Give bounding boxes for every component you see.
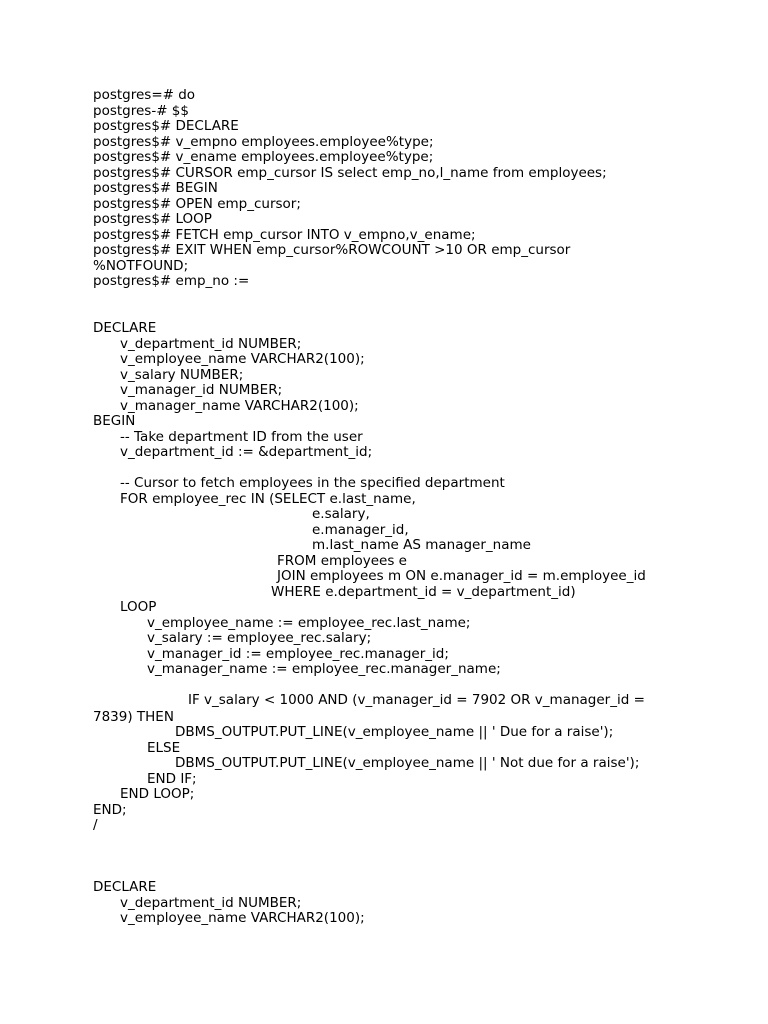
code-line: postgres=# do bbox=[93, 87, 196, 103]
code-line: %NOTFOUND; bbox=[93, 257, 189, 274]
code-line: v_salary := employee_rec.salary; bbox=[147, 630, 372, 646]
code-line: postgres$# EXIT WHEN emp_cursor%ROWCOUNT >10 OR emp_cursor bbox=[93, 242, 571, 258]
code-line: postgres$# DECLARE bbox=[93, 118, 239, 134]
code-line: postgres$# emp_no := bbox=[93, 273, 250, 289]
code-line: v_department_id NUMBER; bbox=[120, 335, 302, 352]
code-line: e.manager_id, bbox=[312, 521, 409, 538]
code-line: BEGIN bbox=[93, 413, 136, 429]
code-line: END LOOP; bbox=[120, 786, 195, 802]
code-line: JOIN employees m ON e.manager_id = m.employee_id bbox=[277, 568, 646, 584]
code-line: DECLARE bbox=[93, 879, 157, 895]
code-line: FROM employees e bbox=[277, 552, 407, 569]
code-line: DBMS_OUTPUT.PUT_LINE(v_employee_name || ' Due for a raise'); bbox=[175, 724, 614, 740]
code-line: -- Take department ID from the user bbox=[120, 428, 363, 445]
code-line: v_employee_name := employee_rec.last_name; bbox=[147, 614, 471, 631]
code-line: / bbox=[93, 817, 98, 833]
code-line: postgres$# v_empno employees.employee%type; bbox=[93, 133, 434, 150]
code-line: v_manager_id := employee_rec.manager_id; bbox=[147, 645, 449, 662]
code-line: WHERE e.department_id = v_department_id) bbox=[271, 583, 576, 600]
code-line: LOOP bbox=[120, 599, 157, 615]
code-line: v_salary NUMBER; bbox=[120, 366, 244, 383]
code-line: DECLARE bbox=[93, 320, 157, 336]
code-line: v_employee_name VARCHAR2(100); bbox=[120, 910, 365, 926]
code-line: postgres-# $$ bbox=[93, 102, 189, 119]
code-line: v_department_id NUMBER; bbox=[120, 894, 302, 911]
code-line: postgres$# BEGIN bbox=[93, 180, 218, 196]
code-line: v_manager_name VARCHAR2(100); bbox=[120, 397, 359, 414]
code-line: v_employee_name VARCHAR2(100); bbox=[120, 351, 365, 367]
code-line: v_manager_name := employee_rec.manager_name; bbox=[147, 661, 501, 677]
code-line: END IF; bbox=[147, 770, 197, 787]
code-line: IF v_salary < 1000 AND (v_manager_id = 7902 OR v_manager_id = bbox=[188, 692, 645, 708]
code-line: END; bbox=[93, 801, 127, 818]
code-line: v_department_id := &department_id; bbox=[120, 444, 373, 460]
code-line: 7839) THEN bbox=[93, 708, 174, 725]
code-line: postgres$# v_ename employees.employee%type; bbox=[93, 149, 434, 165]
code-line: FOR employee_rec IN (SELECT e.last_name, bbox=[120, 490, 416, 507]
code-line: postgres$# CURSOR emp_cursor IS select emp_no,l_name from employees; bbox=[93, 164, 607, 181]
code-line: v_manager_id NUMBER; bbox=[120, 382, 283, 398]
code-line: -- Cursor to fetch employees in the specified department bbox=[120, 475, 505, 491]
code-line: ELSE bbox=[147, 739, 181, 756]
code-line: e.salary, bbox=[312, 506, 370, 522]
code-line: postgres$# OPEN emp_cursor; bbox=[93, 195, 301, 212]
code-line: DBMS_OUTPUT.PUT_LINE(v_employee_name || ' Not due for a raise'); bbox=[175, 755, 640, 771]
code-line: postgres$# FETCH emp_cursor INTO v_empno,v_ename; bbox=[93, 226, 476, 243]
code-line: postgres$# LOOP bbox=[93, 211, 212, 227]
code-line: m.last_name AS manager_name bbox=[312, 537, 531, 553]
